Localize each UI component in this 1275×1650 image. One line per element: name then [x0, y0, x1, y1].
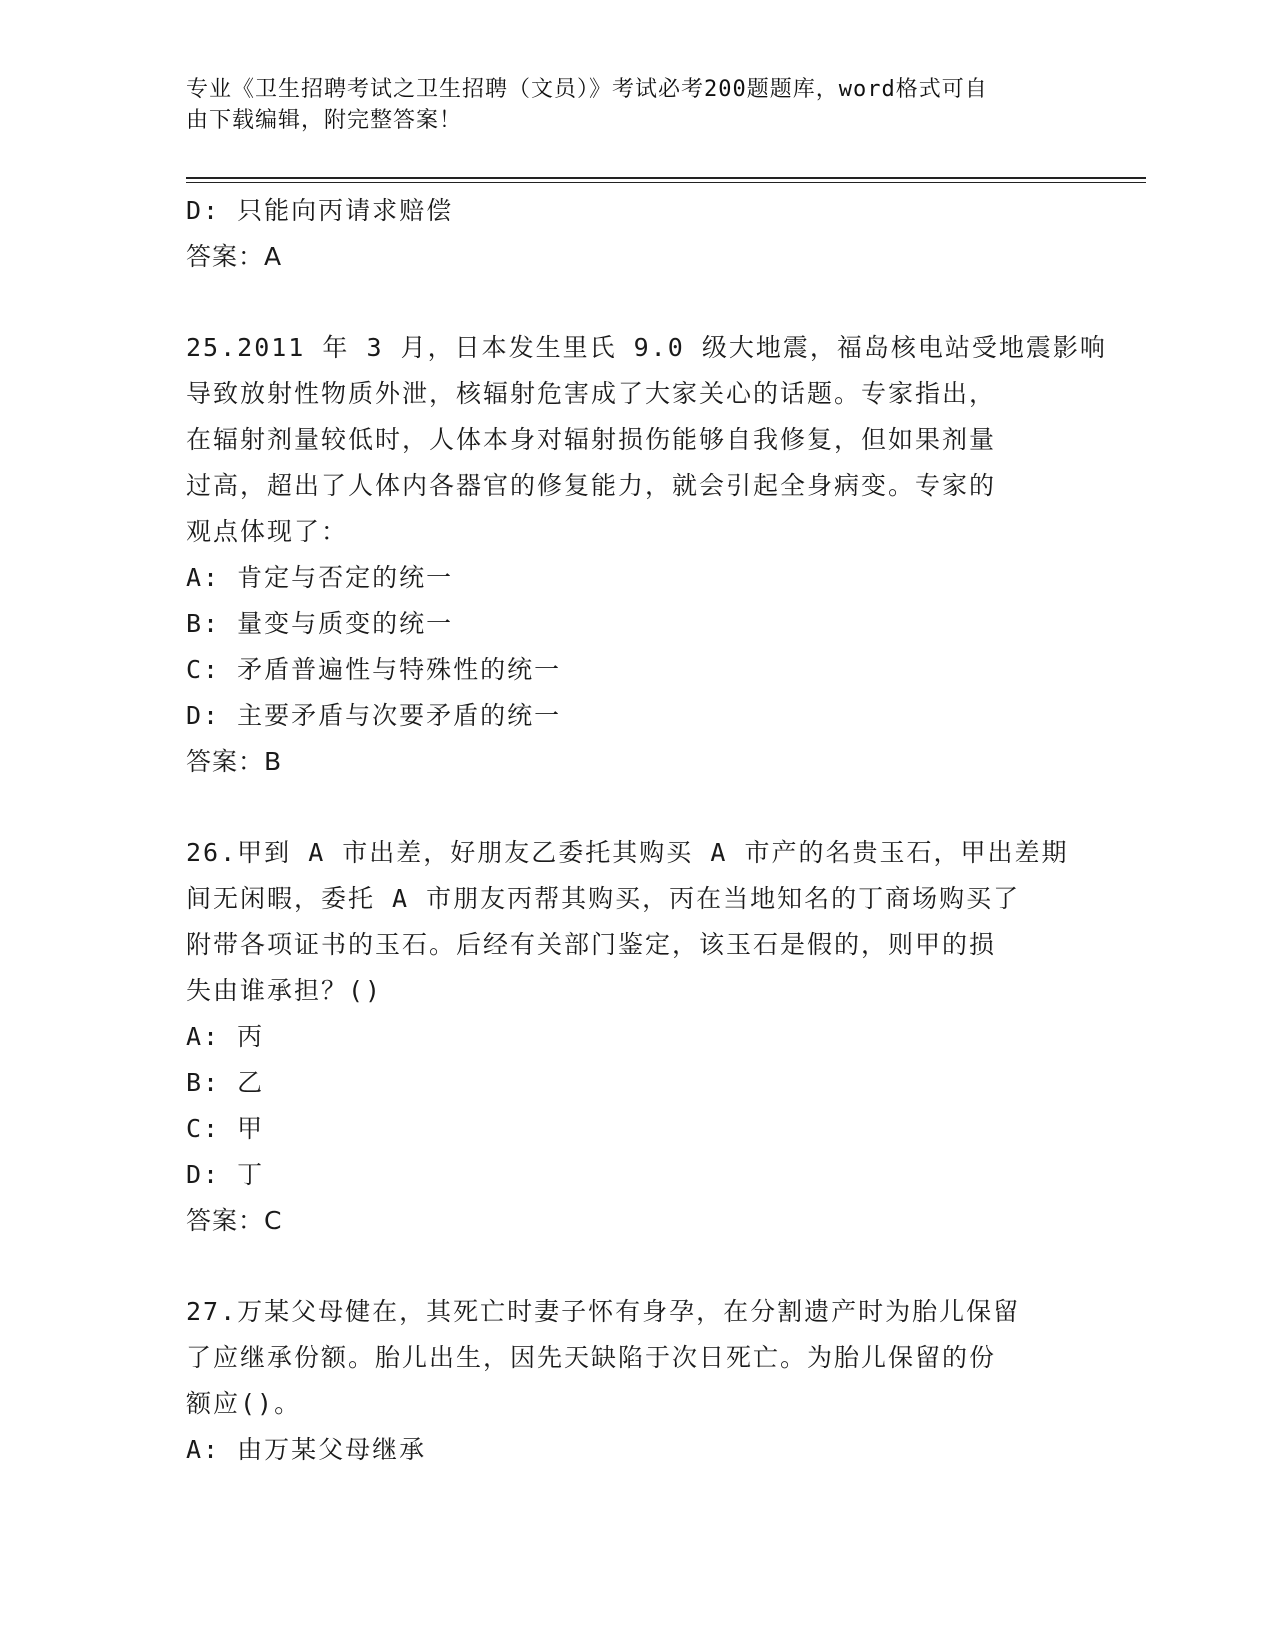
- question-text-line: 观点体现了：: [186, 517, 349, 546]
- question-text-line: 25.2011 年 3 月，日本发生里氏 9.0 级大地震，福岛核电站受地震影响: [186, 333, 1107, 362]
- option-b: B: 量变与质变的统一: [186, 609, 454, 638]
- option-a: A: 丙: [186, 1022, 265, 1051]
- option-d: D: 丁: [186, 1160, 265, 1189]
- question-27: [186, 1289, 1086, 1473]
- header-divider-thin: [186, 182, 1146, 183]
- header-title-line-1: 专业《卫生招聘考试之卫生招聘（文员）》考试必考200题题库，word格式可自: [186, 77, 988, 102]
- header-title-line-2: 由下载编辑，附完整答案！: [186, 108, 463, 133]
- question-text-line: 在辐射剂量较低时，人体本身对辐射损伤能够自我修复，但如果剂量: [186, 425, 997, 454]
- question-25: [186, 325, 1107, 785]
- answer-line: 答案：C: [186, 1206, 283, 1235]
- question-26: [186, 830, 1086, 1244]
- option-a: A: 肯定与否定的统一: [186, 563, 454, 592]
- option-d: D: 主要矛盾与次要矛盾的统一: [186, 701, 562, 730]
- question-text-line: 失由谁承担？(): [186, 976, 383, 1005]
- option-c: C: 矛盾普遍性与特殊性的统一: [186, 655, 562, 684]
- header-divider-thick: [186, 177, 1146, 179]
- document-body: [186, 188, 1107, 1473]
- question-text-line: 26.甲到 A 市出差，好朋友乙委托其购买 A 市产的名贵玉石，甲出差期: [186, 838, 1069, 867]
- question-text-line: 附带各项证书的玉石。后经有关部门鉴定，该玉石是假的，则甲的损: [186, 930, 997, 959]
- option-c: C: 甲: [186, 1114, 265, 1143]
- question-text-line: 间无闲暇，委托 A 市朋友丙帮其购买，丙在当地知名的丁商场购买了: [186, 884, 1021, 913]
- question-24-tail: [186, 188, 1086, 280]
- option-b: B: 乙: [186, 1068, 265, 1097]
- question-text-line: 27.万某父母健在，其死亡时妻子怀有身孕，在分割遗产时为胎儿保留: [186, 1297, 1021, 1326]
- answer-line: 答案：B: [186, 747, 283, 776]
- spacer: [186, 1244, 1086, 1289]
- answer-line: 答案：A: [186, 242, 283, 271]
- spacer: [186, 280, 1086, 325]
- spacer: [186, 785, 1086, 830]
- question-text-line: 了应继承份额。胎儿出生，因先天缺陷于次日死亡。为胎儿保留的份: [186, 1343, 997, 1372]
- question-text-line: 额应()。: [186, 1389, 302, 1418]
- page-header: [186, 74, 1086, 136]
- question-text-line: 过高，超出了人体内各器官的修复能力，就会引起全身病变。专家的: [186, 471, 997, 500]
- question-text-line: 导致放射性物质外泄，核辐射危害成了大家关心的话题。专家指出，: [186, 379, 997, 408]
- option-d: D: 只能向丙请求赔偿: [186, 196, 454, 225]
- option-a: A: 由万某父母继承: [186, 1435, 427, 1464]
